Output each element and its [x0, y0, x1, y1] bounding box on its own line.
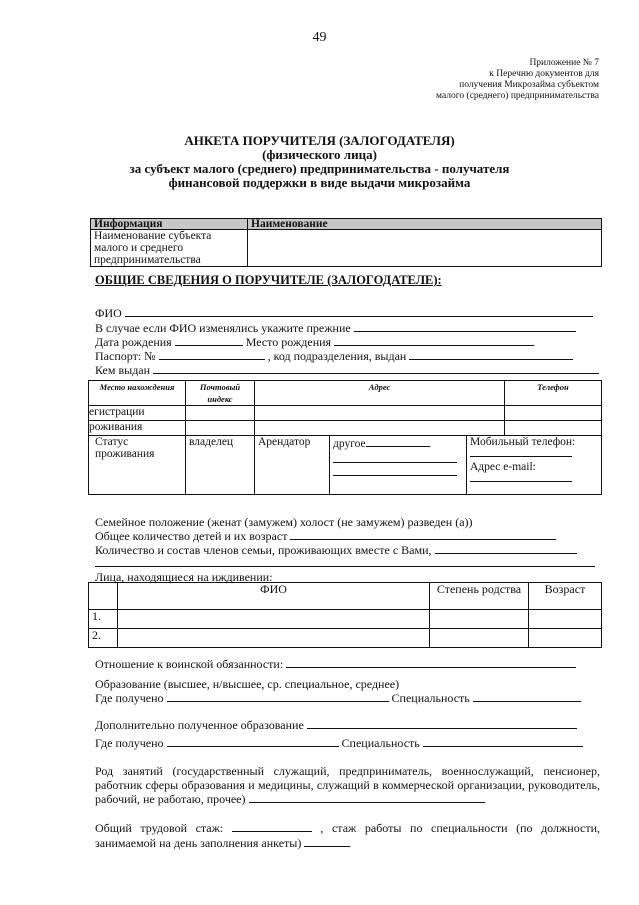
education-label: Образование (высшее, н/высшее, ср. специальное, среднее): [95, 677, 400, 691]
appendix-line: получения Микрозайма субъектом: [459, 80, 599, 90]
addr-cell[interactable]: [255, 421, 505, 436]
mobile-label: Мобильный телефон:: [470, 436, 576, 448]
status-other-field[interactable]: [366, 436, 430, 447]
addr-row-label: роживания: [89, 421, 186, 436]
dept-code-label: , код подразделения, выдан: [267, 349, 407, 363]
issued-by-row: [95, 363, 599, 378]
addr-header: Почтовый индекс: [186, 381, 255, 406]
title-line: (физического лица): [262, 147, 377, 162]
appendix-line: к Перечню документов для: [489, 69, 599, 79]
members-row: [95, 543, 577, 558]
fio-field[interactable]: [125, 306, 593, 317]
info-row-label: Наименование субъекта малого и среднего предпринимательства: [91, 230, 248, 267]
issued-by-label: Кем выдан: [95, 363, 151, 377]
addr-header: Адрес: [255, 381, 505, 406]
dep-cell[interactable]: [430, 610, 529, 629]
fio-label: ФИО: [95, 306, 122, 320]
education-spec2-label: Специальность: [341, 736, 420, 750]
addr-cell[interactable]: [186, 421, 255, 436]
form-title: [0, 134, 639, 190]
military-row: [95, 657, 576, 672]
total-experience-field[interactable]: [232, 821, 312, 832]
prev-fio-label: В случае если ФИО изменялись укажите прежние: [95, 321, 351, 335]
specialty-experience-label: , стаж работы по специальности (по должности, занимаемой на день заполнения анкеты): [95, 821, 601, 850]
prev-fio-field[interactable]: [354, 321, 576, 332]
dep-cell[interactable]: [529, 610, 602, 629]
addr-cell[interactable]: [186, 406, 255, 421]
total-experience-label: Общий трудовой стаж:: [95, 821, 224, 835]
education-spec2-field[interactable]: [423, 736, 583, 747]
dep-header: [89, 583, 118, 610]
members-label: Количество и состав членов семьи, проживающих вместе с Вами,: [95, 543, 432, 557]
status-other-cell: [330, 436, 467, 495]
addr-header: Телефон: [505, 381, 602, 406]
dep-cell[interactable]: [118, 629, 430, 648]
status-other-line[interactable]: [333, 450, 457, 463]
addr-header: Место нахождения: [89, 381, 186, 406]
birth-date-field[interactable]: [175, 335, 243, 346]
addr-cell[interactable]: [505, 421, 602, 436]
dep-row-number: 1.: [89, 610, 118, 629]
status-owner[interactable]: владелец: [186, 436, 255, 495]
info-col-header: Наименование: [248, 219, 602, 230]
dep-row-number: 2.: [89, 629, 118, 648]
section-heading: ОБЩИЕ СВЕДЕНИЯ О ПОРУЧИТЕЛЕ (ЗАЛОГОДАТЕЛЕ):: [95, 273, 442, 287]
additional-edu-label: Дополнительно полученное образование: [95, 718, 304, 732]
fio-row: [95, 306, 593, 321]
dep-header: ФИО: [118, 583, 430, 610]
specialty-experience-field[interactable]: [304, 836, 350, 847]
title-line: финансовой поддержки в виде выдачи микрозайма: [168, 175, 471, 190]
dep-cell[interactable]: [529, 629, 602, 648]
dep-cell[interactable]: [430, 629, 529, 648]
occupation-field[interactable]: [249, 792, 485, 803]
members-field[interactable]: [435, 543, 577, 554]
issued-field[interactable]: [409, 349, 573, 360]
dependents-label: Лица, находящиеся на иждивении:: [95, 570, 273, 584]
education-spec-field[interactable]: [473, 691, 581, 702]
education-where2-field[interactable]: [167, 736, 339, 747]
military-field[interactable]: [286, 657, 576, 668]
education-where-field[interactable]: [167, 691, 389, 702]
birth-row: [95, 335, 534, 350]
education-where2-label: Где получено: [95, 736, 164, 750]
education-where-row: [95, 691, 581, 706]
contact-cell: [467, 436, 602, 495]
members-extra-line[interactable]: [95, 566, 595, 567]
marital-status[interactable]: Семейное положение (женат (замужем) холост (не замужем) разведен (а)): [95, 515, 473, 529]
passport-row: [95, 349, 573, 364]
page-number: 49: [312, 30, 327, 45]
dep-header: Степень родства: [430, 583, 529, 610]
education-where-label: Где получено: [95, 691, 164, 705]
status-tenant[interactable]: Арендатор: [255, 436, 330, 495]
additional-edu-row: [95, 718, 577, 733]
mobile-field[interactable]: [470, 448, 572, 457]
occupation-text: [95, 765, 600, 807]
children-field[interactable]: [290, 529, 556, 540]
prev-fio-row: [95, 321, 576, 336]
title-line: АНКЕТА ПОРУЧИТЕЛЯ (ЗАЛОГОДАТЕЛЯ): [184, 133, 455, 148]
title-line: за субъект малого (среднего) предпринимательства - получателя: [129, 161, 510, 176]
passport-label: Паспорт: №: [95, 349, 156, 363]
education-where2-row: [95, 736, 583, 751]
dep-cell[interactable]: [118, 610, 430, 629]
military-label: Отношение к воинской обязанности:: [95, 657, 284, 671]
occupation-block: [95, 765, 600, 807]
addr-row-label: егистрации: [89, 406, 186, 421]
addr-cell[interactable]: [505, 406, 602, 421]
birth-date-label: Дата рождения: [95, 335, 172, 349]
status-other[interactable]: другое: [333, 438, 366, 450]
email-field[interactable]: [470, 473, 572, 482]
info-row-value[interactable]: [248, 230, 602, 267]
address-table: [88, 380, 602, 495]
passport-number-field[interactable]: [159, 349, 265, 360]
status-label: Статус проживания: [89, 436, 186, 495]
addr-cell[interactable]: [255, 406, 505, 421]
appendix-note: [436, 58, 599, 102]
children-row: [95, 529, 556, 544]
info-table: [90, 218, 602, 267]
email-label: Адрес e-mail:: [470, 461, 536, 473]
appendix-line: малого (среднего) предпринимательства: [436, 91, 599, 101]
experience-block: [95, 821, 600, 850]
appendix-line: Приложение № 7: [529, 58, 599, 68]
status-other-line[interactable]: [333, 463, 457, 476]
education-spec-label: Специальность: [391, 691, 470, 705]
issued-by-field[interactable]: [153, 363, 599, 374]
additional-edu-field[interactable]: [307, 718, 577, 729]
dep-header: Возраст: [529, 583, 602, 610]
birth-place-field[interactable]: [334, 335, 534, 346]
children-label: Общее количество детей и их возраст: [95, 529, 288, 543]
experience-text: [95, 821, 600, 850]
birth-place-label: Место рождения: [245, 335, 332, 349]
info-col-header: Информация: [91, 219, 248, 230]
dependents-table: [88, 582, 602, 648]
occupation-label: Род занятий (государственный служащий, предприниматель, военнослужащий, пенсионер, работник сферы образования и медицины, служащий в коммерческой организации, руководитель, рабочий, не работаю, прочее): [95, 764, 600, 806]
